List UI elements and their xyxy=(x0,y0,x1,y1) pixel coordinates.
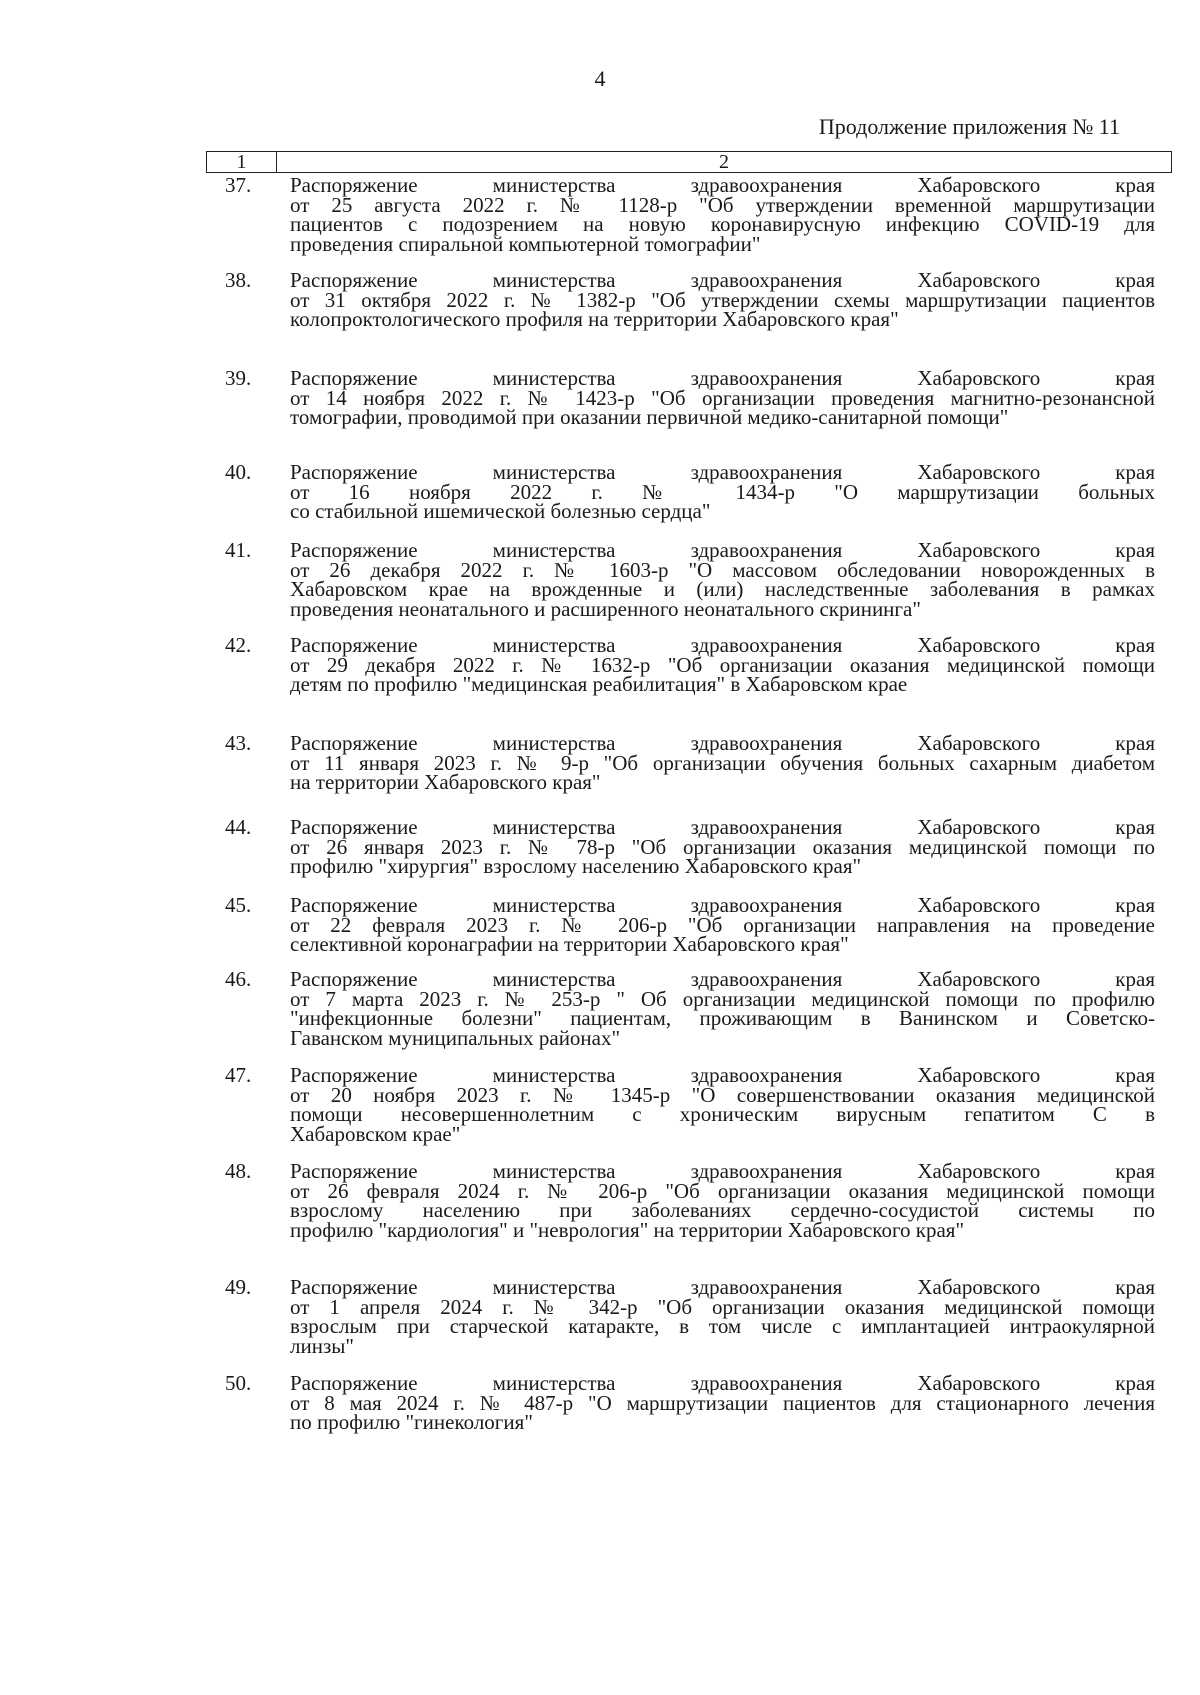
item-text-line: линзы" xyxy=(290,1333,354,1358)
item-text xyxy=(290,366,1155,429)
item-number: 37. xyxy=(225,173,252,197)
item-text-line: проведения неонатального и расширенного неонатального скрининга" xyxy=(290,596,921,621)
table-header xyxy=(206,151,1172,173)
item-text-line: Распоряжение министерства здравоохранения Хабаровского края xyxy=(290,1275,1155,1299)
continuation-note: Продолжение приложения № 11 xyxy=(818,114,1120,139)
item-text-line: "инфекционные болезни" пациентам, проживающим в Ванинском и Советско- xyxy=(290,1006,1155,1030)
item-text xyxy=(290,815,1155,878)
item-text-line: от 22 февраля 2023 г. № 206-р "Об организации направления на проведение xyxy=(290,912,1155,937)
item-text-line: от 29 декабря 2022 г. № 1632-р "Об организации оказания медицинской помощи xyxy=(290,652,1155,677)
item-text-line: Распоряжение министерства здравоохранения Хабаровского края xyxy=(290,1371,1155,1395)
item-text-line: от 7 марта 2023 г. № 253-р " Об организации медицинской помощи по профилю xyxy=(290,986,1155,1011)
item-text-line: помощи несовершеннолетним с хроническим вирусным гепатитом С в xyxy=(290,1102,1155,1126)
item-text xyxy=(290,633,1155,696)
item-text-line: от 26 декабря 2022 г. № 1603-р "О массовом обследовании новорожденных в xyxy=(290,557,1155,582)
item-number: 49. xyxy=(225,1275,252,1299)
column-2-header: 2 xyxy=(719,151,729,173)
item-text-line: пациентов с подозрением на новую коронавирусную инфекцию COVID-19 для xyxy=(290,212,1155,236)
item-text-line: от 26 января 2023 г. № 78-р "Об организации оказания медицинской помощи по xyxy=(290,834,1155,859)
item-text-line: Гаванском муниципальных районах" xyxy=(290,1025,621,1050)
item-text-line: Распоряжение министерства здравоохранения Хабаровского края xyxy=(290,268,1155,292)
item-text-line: от 1 апреля 2024 г. № 342-р "Об организации оказания медицинской помощи xyxy=(290,1294,1155,1319)
item-text xyxy=(290,1275,1155,1358)
item-number: 47. xyxy=(225,1063,252,1087)
item-text-line: Распоряжение министерства здравоохранения Хабаровского края xyxy=(290,538,1155,562)
item-number: 46. xyxy=(225,967,252,991)
item-text-line: Хабаровском крае на врожденные и (или) наследственные заболевания в рамках xyxy=(290,577,1155,601)
item-text-line: на территории Хабаровского края" xyxy=(290,770,601,794)
item-text-line: от 20 ноября 2023 г. № 1345-р "О совершенствовании оказания медицинской xyxy=(290,1082,1155,1107)
column-1-header: 1 xyxy=(207,152,277,172)
item-text-line: от 25 августа 2022 г. № 1128-р "Об утверждении временной маршрутизации xyxy=(290,192,1155,217)
item-number: 42. xyxy=(225,633,252,657)
item-text-line: Распоряжение министерства здравоохранения Хабаровского края xyxy=(290,173,1155,197)
item-text-line: по профилю "гинекология" xyxy=(290,1410,533,1434)
item-number: 48. xyxy=(225,1159,252,1183)
item-text-line: Распоряжение министерства здравоохранения Хабаровского края xyxy=(290,366,1155,390)
item-number: 43. xyxy=(225,731,252,755)
item-text xyxy=(290,268,1155,331)
item-text-line: профилю "хирургия" взрослому населению Хабаровского края" xyxy=(290,854,862,878)
item-text-line: проведения спиральной компьютерной томографии" xyxy=(290,231,761,256)
item-text-line: Распоряжение министерства здравоохранения Хабаровского края xyxy=(290,460,1155,484)
item-text-line: селективной коронаграфии на территории Хабаровского края" xyxy=(290,932,849,956)
item-text-line: со стабильной ишемической болезнью сердца" xyxy=(290,499,711,523)
item-text-line: от 11 января 2023 г. № 9-р "Об организации обучения больных сахарным диабетом xyxy=(290,750,1155,775)
item-text-line: Хабаровском крае" xyxy=(290,1121,461,1146)
item-text-line: Распоряжение министерства здравоохранения Хабаровского края xyxy=(290,1159,1155,1183)
item-text-line: Распоряжение министерства здравоохранения Хабаровского края xyxy=(290,893,1155,917)
item-text-line: от 8 мая 2024 г. № 487-р "О маршрутизации пациентов для стационарного лечения xyxy=(290,1390,1155,1415)
item-text-line: взрослому населению при заболеваниях сердечно-сосудистой системы по xyxy=(290,1198,1155,1222)
item-text-line: взрослым при старческой катаракте, в том числе с имплантацией интраокулярной xyxy=(290,1314,1155,1338)
item-text xyxy=(290,1159,1155,1242)
item-text xyxy=(290,731,1155,794)
item-text-line: от 31 октября 2022 г. № 1382-р "Об утверждении схемы маршрутизации пациентов xyxy=(290,287,1155,312)
item-number: 44. xyxy=(225,815,252,839)
item-text-line: томографии, проводимой при оказании первичной медико-санитарной помощи" xyxy=(290,405,1009,429)
item-number: 41. xyxy=(225,538,252,562)
item-number: 39. xyxy=(225,366,252,390)
item-number: 38. xyxy=(225,268,252,292)
item-text-line: от 26 февраля 2024 г. № 206-р "Об организации оказания медицинской помощи xyxy=(290,1178,1155,1203)
item-text xyxy=(290,967,1155,1050)
item-text-line: профилю "кардиология" и "неврология" на территории Хабаровского края" xyxy=(290,1217,965,1242)
item-text-line: колопроктологического профиля на территории Хабаровского края" xyxy=(290,307,899,331)
item-text xyxy=(290,538,1155,621)
item-text-line: Распоряжение министерства здравоохранения Хабаровского края xyxy=(290,731,1155,755)
item-text-line: Распоряжение министерства здравоохранения Хабаровского края xyxy=(290,633,1155,657)
item-text-line: Распоряжение министерства здравоохранения Хабаровского края xyxy=(290,1063,1155,1087)
item-text-line: Распоряжение министерства здравоохранения Хабаровского края xyxy=(290,967,1155,991)
item-number: 40. xyxy=(225,460,252,484)
item-text xyxy=(290,460,1155,523)
item-text xyxy=(290,173,1155,256)
item-text-line: от 16 ноября 2022 г. № 1434-р "О маршрутизации больных xyxy=(290,479,1155,504)
item-text xyxy=(290,1063,1155,1146)
item-text xyxy=(290,1371,1155,1434)
item-text-line: Распоряжение министерства здравоохранения Хабаровского края xyxy=(290,815,1155,839)
page-number: 4 xyxy=(594,66,606,91)
item-number: 50. xyxy=(225,1371,252,1395)
item-number: 45. xyxy=(225,893,252,917)
item-text xyxy=(290,893,1155,956)
item-text-line: от 14 ноября 2022 г. № 1423-р "Об организации проведения магнитно-резонансной xyxy=(290,385,1155,410)
item-text-line: детям по профилю "медицинская реабилитация" в Хабаровском крае xyxy=(290,672,908,696)
